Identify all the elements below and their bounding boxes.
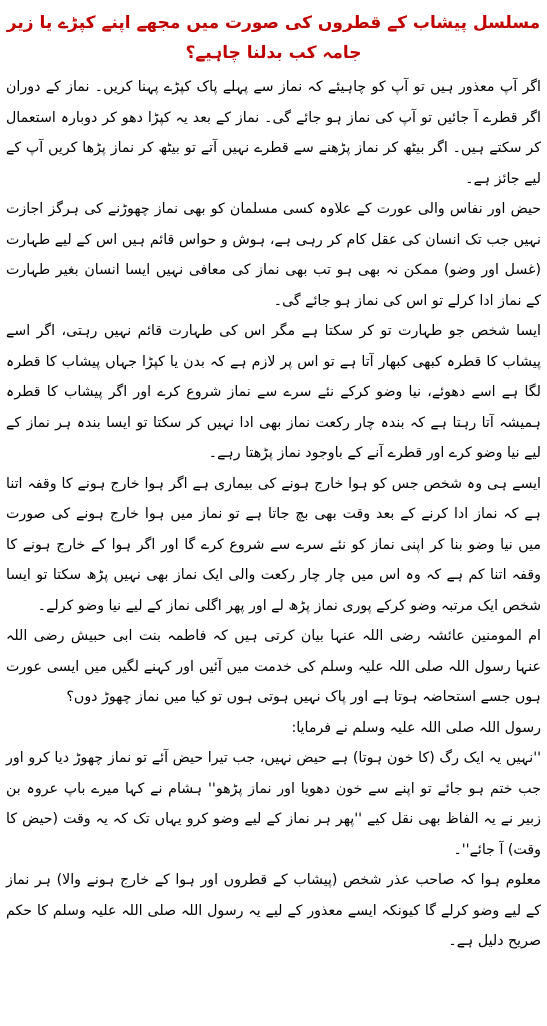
hadith-quote: ''نہیں یہ ایک رگ (کا خون ہوتا) ہے حیض نہیں، جب تیرا حیض آئے تو نماز چھوڑ دیا کرو اور جب ختم ہو جائے تو اپنے سے خون دھویا اور نماز پڑھو'' ہشام نے کہا میرے باپ عروہ بن زبیر نے یہ الفاظ بھی نقل کیے ''پھر ہر نماز کے لیے وضو کرو یہاں تک کہ یہ وقت (حیض کا وقت) آ جائے''۔ <box>6 750 541 858</box>
hadith-intro: رسول اللہ صلی اللہ علیہ وسلم نے فرمایا: <box>291 719 541 736</box>
paragraph-5: ام المومنین عائشہ رضی اللہ عنہا بیان کرتی ہیں کہ فاطمہ بنت ابی حبیش رضی اللہ عنہا رسول اللہ صلی اللہ علیہ وسلم کی خدمت میں آئیں اور کہنے لگیں میں ایسی عورت ہوں جسے استحاضہ ہوتا ہے اور پاک نہیں ہوتی ہوں تو کیا میں نماز چھوڑ دوں؟ <box>6 628 541 705</box>
conclusion-paragraph: معلوم ہوا کہ صاحب عذر شخص (پیشاب کے قطروں اور ہوا کے خارج ہونے والا) ہر نماز کے لیے وضو کرلے گا کیونکہ ایسے معذور کے لیے یہ رسول اللہ صلی اللہ علیہ وسلم کا حکم صریح دلیل ہے۔ <box>6 872 541 949</box>
article-title: مسلسل پیشاب کے قطروں کی صورت میں مجھے اپنے کپڑے یا زیر جامہ کب بدلنا چاہیے؟ <box>6 13 541 63</box>
paragraph-2: حیض اور نفاس والی عورت کے علاوہ کسی مسلمان کو بھی نماز چھوڑنے کی ہرگز اجازت نہیں جب تک انسان کی عقل کام کر رہی ہے، ہوش و حواس قائم ہیں اس کے لیے طہارت (غسل اور وضو) ممکن نہ بھی ہو تب بھی نماز کی معافی نہیں ایسا انسان بغیر طہارت کے نماز ادا کرلے تو اس کی نماز ہو جائے گی۔ <box>6 201 541 309</box>
paragraph-3: ایسا شخص جو طہارت تو کر سکتا ہے مگر اس کی طہارت قائم نہیں رہتی، اگر اسے پیشاب کا قطرہ کبھی کبھار آتا ہے تو اس پر لازم ہے کہ بدن یا کپڑا جہاں پیشاب کا قطرہ لگا ہے اسے دھوئے، نیا وضو کرکے نئے سرے سے نماز شروع کرے اور اگر پیشاب کا قطرہ ہمیشہ آتا رہتا ہے کہ بندہ چار رکعت نماز بھی ادا نہیں کر سکتا تو ایسا بندہ ہر نماز کے لیے نیا وضو کرے اور قطرے آنے کے باوجود نماز پڑھتا رہے۔ <box>6 323 541 461</box>
paragraph-4: ایسے ہی وہ شخص جس کو ہوا خارج ہونے کی بیماری ہے اگر ہوا خارج ہونے کا وقفہ اتنا ہے کہ نماز ادا کرنے کے بعد وقت بھی بچ جاتا ہے تو نماز میں ہوا خارج ہونے کی صورت میں نیا وضو بنا کر اپنی نماز کو نئے سرے سے شروع کرے گا اور اگر ہوا کے خارج ہونے کا وقفہ اتنا کم ہے کہ وہ اس میں چار چار رکعت والی ایک نماز بھی نہیں پڑھ سکتا تو ایسا شخص ایک مرتبہ وضو کرکے پوری نماز پڑھ لے اور پھر اگلی نماز کے لیے نیا وضو کرلے۔ <box>6 475 541 614</box>
paragraph-1: اگر آپ معذور ہیں تو آپ کو چاہیئے کہ نماز سے پہلے پاک کپڑے پہنا کریں۔ نماز کے دوران اگر قطرے آ جائیں تو آپ کی نماز ہو جائے گی۔ نماز کے بعد یہ کپڑا دھو کر دوبارہ استعمال کر سکتے ہیں۔ اگر بیٹھ کر نماز پڑھنے سے قطرے نہیں آتے تو بیٹھ کر نماز پڑھا کریں آپ کے لیے جائز ہے۔ <box>6 79 541 187</box>
